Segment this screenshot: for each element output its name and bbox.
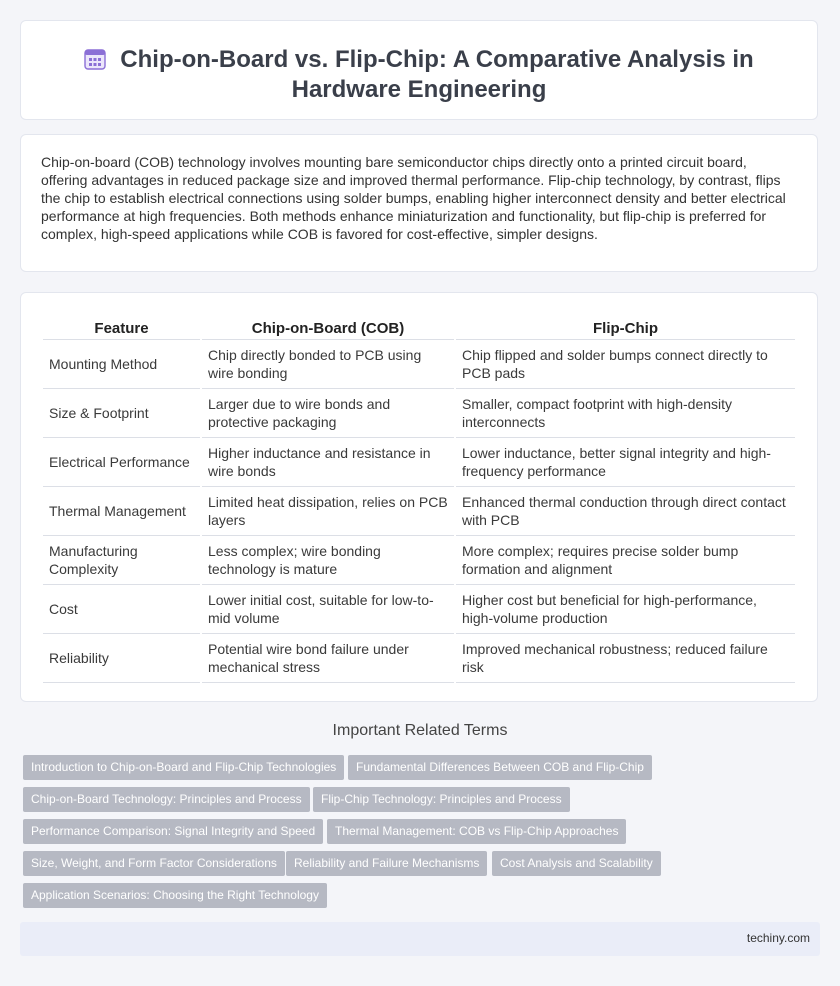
table-row	[43, 389, 795, 438]
flip-chip-cell: Chip flipped and solder bumps connect directly to PCB pads	[456, 340, 795, 389]
intro-card	[20, 134, 818, 272]
page-title-text: Chip-on-Board vs. Flip-Chip: A Comparative Analysis in Hardware Engineering	[120, 46, 754, 103]
table-row	[43, 634, 795, 683]
related-term-tag[interactable]: Cost Analysis and Scalability	[492, 851, 661, 876]
related-term-tag[interactable]: Performance Comparison: Signal Integrity and Speed	[23, 819, 323, 844]
cob-cell: Larger due to wire bonds and protective packaging	[202, 389, 454, 438]
table-row	[43, 536, 795, 585]
header-cob: Chip-on-Board (COB)	[202, 315, 454, 340]
feature-cell: Cost	[43, 585, 200, 634]
cob-cell: Potential wire bond failure under mechanical stress	[202, 634, 454, 683]
header-flip-chip: Flip-Chip	[456, 315, 795, 340]
cob-cell: Higher inductance and resistance in wire bonds	[202, 438, 454, 487]
table-row	[43, 487, 795, 536]
related-term-tag[interactable]: Fundamental Differences Between COB and Flip-Chip	[348, 755, 652, 780]
page-title	[21, 45, 817, 105]
table-row	[43, 340, 795, 389]
cob-cell: Limited heat dissipation, relies on PCB layers	[202, 487, 454, 536]
flip-chip-cell: Enhanced thermal conduction through direct contact with PCB	[456, 487, 795, 536]
flip-chip-cell: Lower inductance, better signal integrity and high-frequency performance	[456, 438, 795, 487]
related-terms-heading: Important Related Terms	[332, 722, 508, 739]
header-card	[20, 20, 818, 120]
comparison-table	[41, 315, 797, 683]
flip-chip-cell: More complex; requires precise solder bump formation and alignment	[456, 536, 795, 585]
footer	[20, 922, 820, 956]
table-row	[43, 438, 795, 487]
table-row	[43, 585, 795, 634]
feature-cell: Size & Footprint	[43, 389, 200, 438]
feature-cell: Electrical Performance	[43, 438, 200, 487]
related-term-tag[interactable]: Size, Weight, and Form Factor Considerations	[23, 851, 285, 876]
table-header-row	[43, 315, 795, 340]
flip-chip-cell: Higher cost but beneficial for high-performance, high-volume production	[456, 585, 795, 634]
calendar-grid-icon	[84, 48, 106, 70]
comparison-table-card	[20, 292, 818, 702]
cob-cell: Chip directly bonded to PCB using wire bonding	[202, 340, 454, 389]
feature-cell: Manufacturing Complexity	[43, 536, 200, 585]
related-term-tag[interactable]: Chip-on-Board Technology: Principles and Process	[23, 787, 310, 812]
related-term-tag[interactable]: Reliability and Failure Mechanisms	[286, 851, 487, 876]
related-term-tag[interactable]: Introduction to Chip-on-Board and Flip-Chip Technologies	[23, 755, 344, 780]
header-feature: Feature	[43, 315, 200, 340]
related-term-tag[interactable]: Flip-Chip Technology: Principles and Process	[313, 787, 570, 812]
flip-chip-cell: Improved mechanical robustness; reduced failure risk	[456, 634, 795, 683]
cob-cell: Lower initial cost, suitable for low-to-mid volume	[202, 585, 454, 634]
cob-cell: Less complex; wire bonding technology is mature	[202, 536, 454, 585]
flip-chip-cell: Smaller, compact footprint with high-density interconnects	[456, 389, 795, 438]
title-wrap	[21, 45, 817, 105]
related-term-tag[interactable]: Thermal Management: COB vs Flip-Chip Approaches	[327, 819, 626, 844]
feature-cell: Mounting Method	[43, 340, 200, 389]
intro-paragraph: Chip-on-board (COB) technology involves mounting bare semiconductor chips directly onto a printed circuit board, offering advantages in reduced package size and improved thermal performance. Flip-chip technology, by contrast, flips the chip to establish electrical connections using solder bumps, enabling higher interconnect density and better electrical performance at high frequencies. Both methods enhance miniaturization and functionality, but flip-chip is preferred for complex, high-speed applications while COB is favored for cost-effective, simpler designs.	[41, 154, 786, 242]
related-term-tag[interactable]: Application Scenarios: Choosing the Right Technology	[23, 883, 327, 908]
footer-site-link[interactable]: techiny.com	[746, 931, 810, 945]
feature-cell: Thermal Management	[43, 487, 200, 536]
feature-cell: Reliability	[43, 634, 200, 683]
